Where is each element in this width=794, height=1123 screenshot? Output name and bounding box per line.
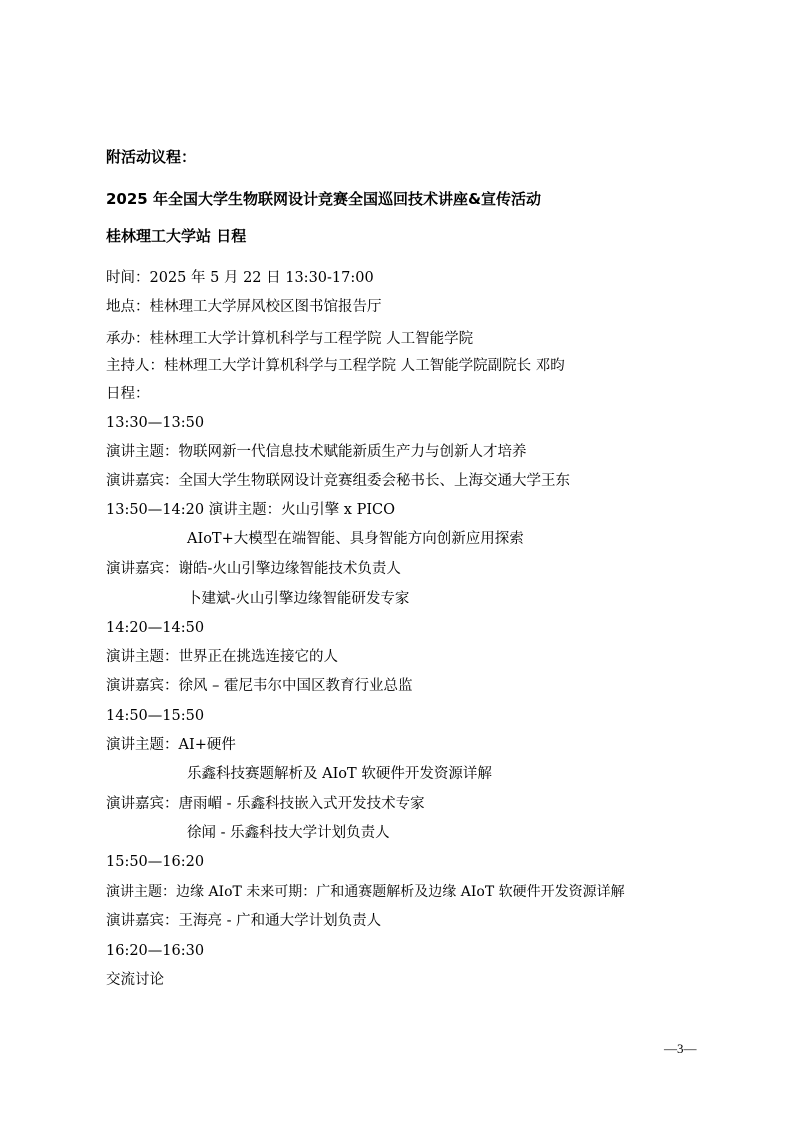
agenda-speaker-4: 演讲嘉宾：唐雨嵋 - 乐鑫科技嵌入式开发技术专家 — [106, 796, 425, 812]
agenda-speaker-4-line-2: 徐闻 - 乐鑫科技大学计划负责人 — [187, 825, 390, 841]
page-number: —3— — [664, 1041, 697, 1056]
event-time: 时间：2025 年 5 月 22 日 13:30-17:00 — [106, 270, 374, 286]
agenda-speaker-2: 演讲嘉宾：谢皓-火山引擎边缘智能技术负责人 — [106, 561, 401, 577]
agenda-speaker-2-line-2: 卜建斌-火山引擎边缘智能研发专家 — [187, 591, 410, 607]
agenda-topic-4-line-2: 乐鑫科技赛题解析及 AIoT 软硬件开发资源详解 — [187, 766, 492, 782]
agenda-time-topic-2: 13:50—14:20 演讲主题：火山引擎 x PICO — [106, 502, 396, 518]
agenda-time-5: 15:50—16:20 — [106, 854, 205, 870]
event-organizer: 承办：桂林理工大学计算机科学与工程学院 人工智能学院 — [106, 331, 474, 347]
agenda-time-4: 14:50—15:50 — [106, 708, 205, 724]
agenda-topic-5: 演讲主题：边缘 AIoT 未来可期：广和通赛题解析及边缘 AIoT 软硬件开发资源详解 — [106, 884, 625, 900]
event-place: 地点：桂林理工大学屏风校区图书馆报告厅 — [106, 299, 382, 315]
event-title: 2025 年全国大学生物联网设计竞赛全国巡回技术讲座&宣传活动 — [106, 190, 542, 208]
agenda-speaker-5: 演讲嘉宾：王海亮 - 广和通大学计划负责人 — [106, 913, 382, 929]
agenda-topic-4: 演讲主题：AI+硬件 — [106, 737, 236, 753]
schedule-label: 日程： — [106, 386, 150, 402]
agenda-speaker-1: 演讲嘉宾：全国大学生物联网设计竞赛组委会秘书长、上海交通大学王东 — [106, 473, 570, 489]
agenda-topic-2-line-2: AIoT+大模型在端智能、具身智能方向创新应用探索 — [187, 531, 524, 547]
agenda-topic-3: 演讲主题：世界正在挑选连接它的人 — [106, 649, 338, 665]
event-host: 主持人：桂林理工大学计算机科学与工程学院 人工智能学院副院长 邓昀 — [106, 358, 565, 374]
agenda-topic-1: 演讲主题：物联网新一代信息技术赋能新质生产力与创新人才培养 — [106, 444, 527, 460]
agenda-speaker-3: 演讲嘉宾：徐风 – 霍尼韦尔中国区教育行业总监 — [106, 678, 413, 694]
event-subtitle: 桂林理工大学站 日程 — [106, 227, 247, 245]
attachment-heading: 附活动议程： — [106, 148, 197, 166]
agenda-time-3: 14:20—14:50 — [106, 620, 205, 636]
agenda-time-6: 16:20—16:30 — [106, 943, 205, 959]
agenda-discussion: 交流讨论 — [106, 972, 164, 988]
agenda-time-1: 13:30—13:50 — [106, 415, 205, 431]
